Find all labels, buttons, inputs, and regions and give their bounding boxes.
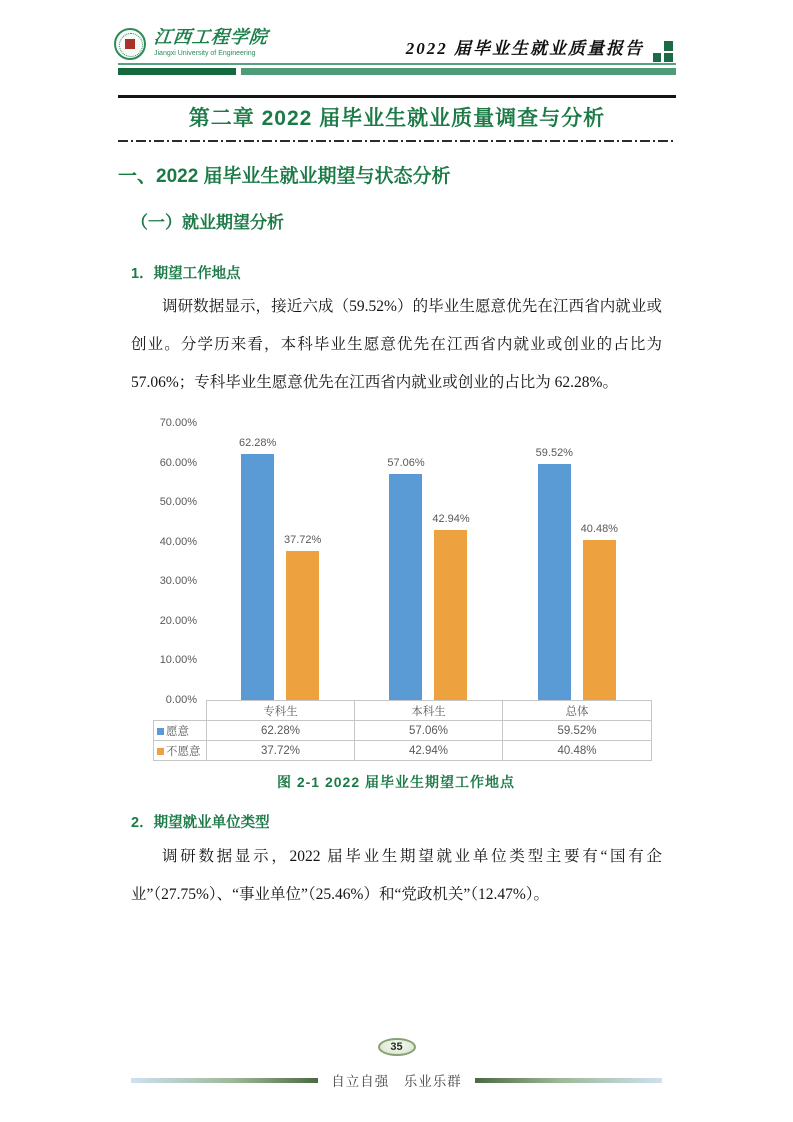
university-logo-icon: [114, 28, 146, 60]
bar-group: [354, 423, 502, 700]
footer-motto: 自立自强 乐业乐群: [331, 1074, 462, 1089]
footer-bar-left: [131, 1078, 318, 1083]
page-footer: [131, 1070, 662, 1090]
legend-swatch-icon: [157, 728, 164, 735]
numbered-heading-2: 2．期望就业单位类型: [131, 815, 270, 831]
chapter-bottom-rule: [118, 140, 676, 142]
square-icon: [664, 41, 673, 51]
chapter-top-rule: [118, 95, 676, 98]
table-category-header: 本科生: [355, 701, 503, 721]
bar: [432, 513, 470, 700]
university-brand: [154, 28, 268, 57]
subsection-heading: （一）就业期望分析: [131, 213, 284, 232]
bar-group: [503, 423, 651, 700]
logo-seal: [125, 39, 135, 49]
page-number-badge: 35: [378, 1038, 416, 1056]
bar: [284, 533, 322, 700]
footer-bar-right: [475, 1078, 662, 1083]
chart-data-table: [153, 700, 652, 761]
legend-swatch-icon: [157, 748, 164, 755]
table-category-header: 总体: [503, 701, 652, 721]
bar-chart: [131, 417, 661, 792]
y-axis-tick-label: 0.00%: [165, 694, 197, 706]
table-value-cell: 57.06%: [355, 721, 503, 741]
y-axis-tick-label: 70.00%: [159, 417, 197, 429]
y-axis-tick-label: 10.00%: [159, 654, 197, 667]
table-series-row: [154, 741, 652, 761]
university-name: 江西工程学院: [152, 27, 270, 47]
bar: [580, 522, 618, 700]
table-value-cell: 59.52%: [503, 721, 652, 741]
square-icon: [664, 53, 673, 62]
chart-table-body: [154, 701, 652, 761]
y-axis-tick-label: 60.00%: [159, 456, 197, 469]
bar-value-label: 57.06%: [387, 457, 425, 470]
figure-caption: 图 2-1 2022 届毕业生期望工作地点: [276, 774, 516, 790]
table-value-cell: 42.94%: [355, 741, 503, 761]
y-axis-tick-label: 50.00%: [159, 496, 197, 509]
numbered-heading-1: 1．期望工作地点: [131, 266, 241, 282]
y-axis-tick-label: 30.00%: [159, 575, 197, 588]
header-bar-light: [241, 68, 676, 75]
table-series-row: [154, 721, 652, 741]
header-bar-dark: [118, 68, 236, 75]
page-header: [118, 26, 676, 66]
bar-value-label: 40.48%: [580, 522, 618, 535]
chart-plot-wrap: [131, 417, 661, 706]
chapter-title: 第二章 2022 届毕业生就业质量调查与分析: [188, 107, 606, 130]
university-name-en: Jiangxi University of Engineering: [154, 50, 256, 57]
header-squares-decoration: [653, 41, 673, 63]
table-category-header: 专科生: [207, 701, 355, 721]
header-thin-rule: [118, 63, 676, 65]
table-header-row: [154, 701, 652, 721]
bar-value-label: 62.28%: [239, 436, 277, 449]
table-value-cell: 62.28%: [207, 721, 355, 741]
body-paragraph-1: 调研数据显示，接近六成（59.52%）的毕业生愿意优先在江西省内就业或创业。分学历来看，本科毕业生愿意优先在江西省内就业或创业的占比为 57.06%；专科毕业生愿意优先在江西省内就业或创业的占比为 62.28%。: [131, 298, 662, 391]
bar-group: [206, 423, 354, 700]
bar-value-label: 59.52%: [535, 447, 573, 460]
legend-cell: 愿意: [154, 721, 207, 741]
bar-value-label: 42.94%: [432, 513, 470, 526]
bar: [387, 457, 425, 700]
section-heading: 一、2022 届毕业生就业期望与状态分析: [118, 166, 451, 187]
table-value-cell: 37.72%: [207, 741, 355, 761]
chart-plot-area: [206, 423, 651, 700]
y-axis-tick-label: 40.00%: [159, 535, 197, 548]
body-paragraph-2: 调研数据显示，2022 届毕业生期望就业单位类型主要有“国有企业”（27.75%）、“事业单位”（25.46%）和“党政机关”（12.47%）。: [131, 848, 662, 903]
bar: [239, 436, 277, 700]
header-report-title: 2022 届毕业生就业质量报告: [405, 39, 644, 58]
bar-value-label: 37.72%: [284, 533, 322, 546]
y-axis-tick-label: 20.00%: [159, 614, 197, 627]
legend-cell: 不愿意: [154, 741, 207, 761]
square-icon: [653, 53, 661, 62]
table-value-cell: 40.48%: [503, 741, 652, 761]
bar: [535, 447, 573, 700]
